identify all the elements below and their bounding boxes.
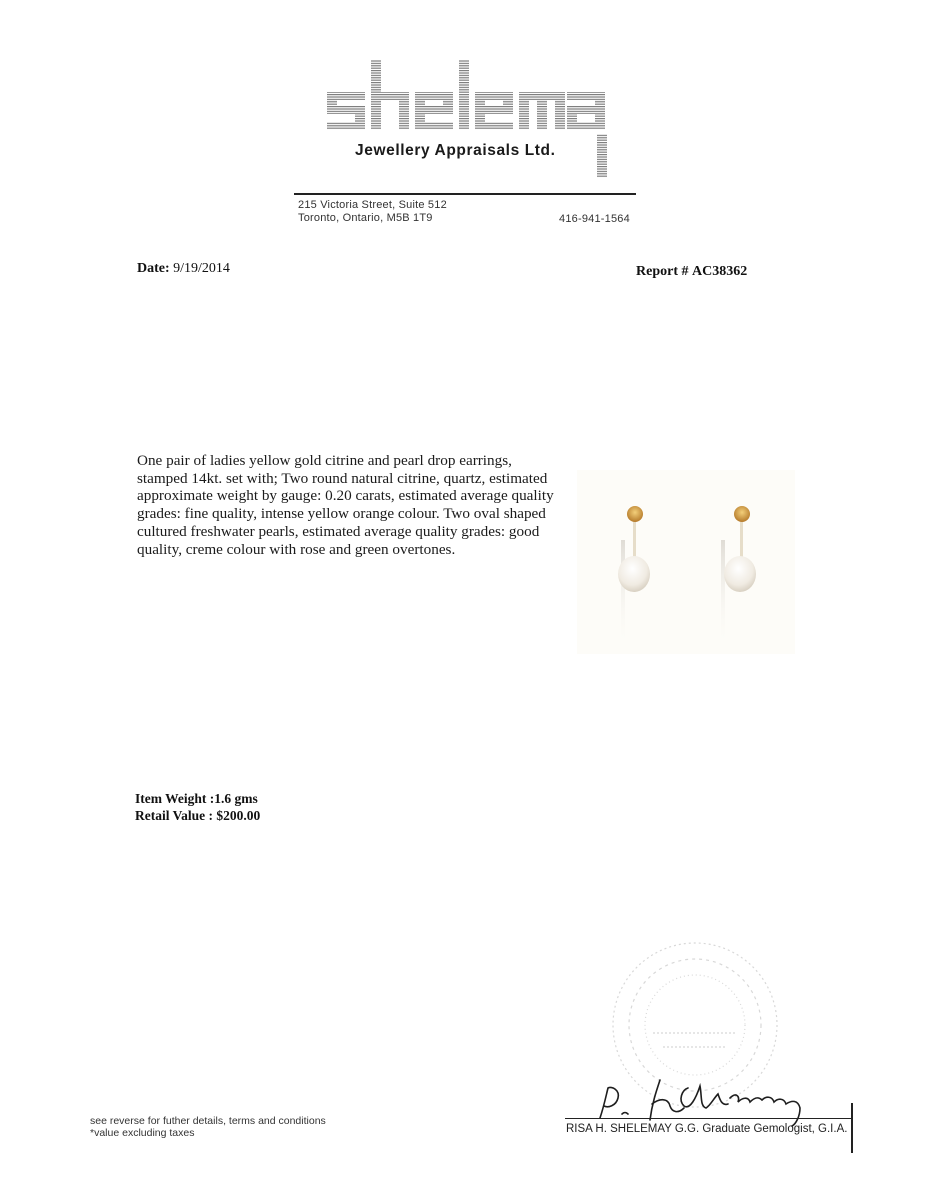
item-weight-value: 1.6 gms [214,791,258,806]
signature-line [565,1118,853,1119]
earrings-photo [577,470,795,654]
right-earring [721,506,756,650]
logo-wordmark-graphic [325,58,610,180]
item-description: One pair of ladies yellow gold citrine and pearl drop earrings, stamped 14kt. set with; Two round natural citrine, quartz, estimated approximate weight by gauge: 0.20 carats, estimated average quality grades: fine quality, intense yellow orange colour. Two oval shaped cultured freshwater pearls, estimated average quality grades: good quality, creme colour with rose and green overtones. [137,452,554,558]
address-line-2: Toronto, Ontario, M5B 1T9 [298,212,433,224]
earrings-image [577,470,795,654]
company-logo [325,58,610,180]
appraiser-name: RISA H. SHELEMAY G.G. Graduate Gemologist, G.I.A. [566,1123,848,1135]
item-weight-line [135,791,258,807]
report-line [636,264,747,280]
footer-tax-note: *value excluding taxes [90,1127,195,1139]
date-value: 9/19/2014 [173,261,230,276]
retail-value-amount: $200.00 [216,808,261,823]
signature-graphic [560,1068,860,1128]
report-number: AC38362 [692,264,748,279]
date-line [137,261,230,277]
date-label: Date: [137,261,170,276]
report-label: Report # [636,264,689,279]
signature-end-mark [851,1103,853,1153]
letterhead-divider [294,193,636,195]
item-weight-label: Item Weight : [135,791,215,806]
left-earring [618,506,650,650]
retail-value-line [135,808,260,824]
address-line-1: 215 Victoria Street, Suite 512 [298,199,447,211]
retail-value-label: Retail Value : [135,808,214,823]
phone-number: 416-941-1564 [559,213,630,225]
footer-terms-note: see reverse for futher details, terms and conditions [90,1115,326,1127]
company-name: Jewellery Appraisals Ltd. [355,142,556,159]
